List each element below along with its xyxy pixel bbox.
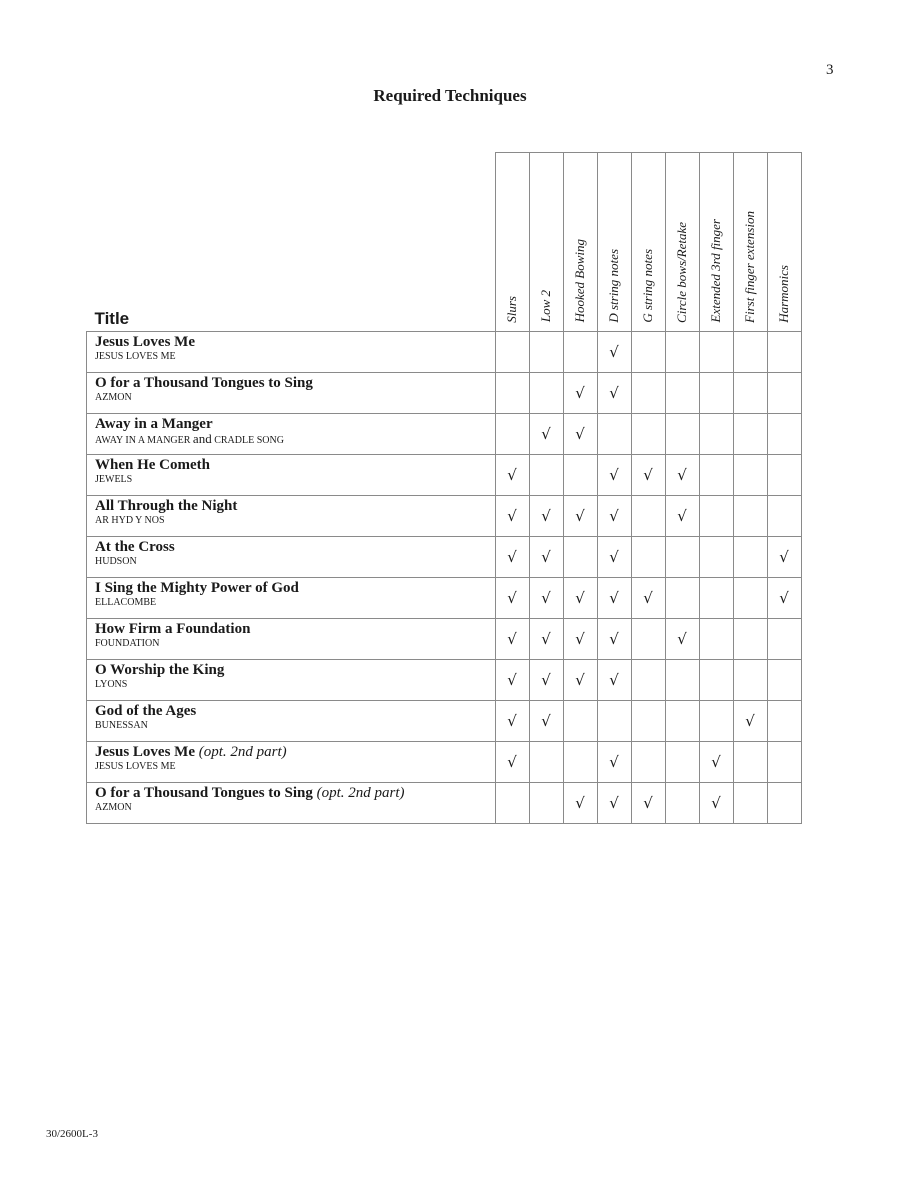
check-mark-icon: √: [609, 670, 619, 689]
technique-cell: [699, 331, 733, 372]
technique-header: [631, 153, 665, 332]
check-mark-icon: √: [507, 752, 517, 771]
tune-name: BUNESSAN: [95, 719, 148, 731]
techniques-table: [86, 152, 802, 824]
tune-name: HUDSON: [95, 555, 137, 567]
tune-name-line: [95, 638, 495, 650]
technique-cell: [665, 700, 699, 741]
technique-cell: [699, 659, 733, 700]
technique-header-label: D string notes: [606, 248, 621, 323]
check-mark-icon: √: [609, 506, 619, 525]
table-row: [87, 577, 802, 618]
tune-name: JESUS LOVES ME: [95, 350, 176, 362]
tune-name-line: [95, 392, 495, 404]
technique-header: [699, 153, 733, 332]
tune-name-2: CRADLE SONG: [214, 434, 284, 446]
technique-cell: [597, 372, 631, 413]
check-mark-icon: √: [541, 547, 551, 566]
check-mark-icon: √: [507, 629, 517, 648]
technique-header: [597, 153, 631, 332]
check-mark-icon: √: [643, 588, 653, 607]
technique-cell: [767, 454, 801, 495]
song-cell: [87, 741, 496, 782]
technique-header: [529, 153, 563, 332]
technique-cell: [529, 454, 563, 495]
check-mark-icon: √: [711, 793, 721, 812]
song-title-line: [95, 416, 495, 433]
technique-cell: [597, 577, 631, 618]
technique-cell: [699, 577, 733, 618]
technique-cell: [495, 495, 529, 536]
technique-cell: [597, 741, 631, 782]
song-title-line: [95, 785, 495, 802]
check-mark-icon: √: [507, 670, 517, 689]
tune-name: FOUNDATION: [95, 637, 160, 649]
check-mark-icon: √: [575, 383, 585, 402]
check-mark-icon: √: [541, 629, 551, 648]
technique-cell: [665, 331, 699, 372]
technique-cell: [631, 372, 665, 413]
technique-cell: [767, 372, 801, 413]
technique-cell: [563, 700, 597, 741]
technique-cell: [495, 782, 529, 823]
technique-cell: [665, 495, 699, 536]
technique-cell: [631, 700, 665, 741]
check-mark-icon: √: [575, 506, 585, 525]
check-mark-icon: √: [609, 342, 619, 361]
song-optional-note: (opt. 2nd part): [316, 784, 405, 801]
technique-cell: [529, 618, 563, 659]
check-mark-icon: √: [575, 670, 585, 689]
song-cell: [87, 618, 496, 659]
technique-cell: [529, 413, 563, 454]
tune-name-line: [95, 474, 495, 486]
table-row: [87, 454, 802, 495]
technique-cell: [733, 495, 767, 536]
tune-name-line: [95, 430, 495, 447]
table-row: [87, 495, 802, 536]
technique-cell: [665, 659, 699, 700]
technique-cell: [767, 700, 801, 741]
technique-cell: [495, 454, 529, 495]
technique-cell: [733, 413, 767, 454]
technique-cell: [733, 700, 767, 741]
technique-cell: [597, 413, 631, 454]
table-row: [87, 659, 802, 700]
technique-cell: [597, 536, 631, 577]
check-mark-icon: √: [541, 506, 551, 525]
technique-cell: [563, 577, 597, 618]
technique-cell: [733, 454, 767, 495]
technique-cell: [631, 495, 665, 536]
check-mark-icon: √: [609, 793, 619, 812]
technique-cell: [563, 741, 597, 782]
song-cell: [87, 454, 496, 495]
technique-cell: [563, 659, 597, 700]
tune-name-line: [95, 515, 495, 527]
technique-cell: [563, 372, 597, 413]
check-mark-icon: √: [779, 588, 789, 607]
song-title: O Worship the King: [95, 661, 225, 678]
tune-name: JESUS LOVES ME: [95, 760, 176, 772]
technique-cell: [529, 331, 563, 372]
check-mark-icon: √: [677, 629, 687, 648]
technique-cell: [733, 331, 767, 372]
song-title: Jesus Loves Me: [95, 333, 195, 350]
song-title: When He Cometh: [95, 456, 210, 473]
technique-cell: [597, 659, 631, 700]
technique-cell: [495, 700, 529, 741]
song-title-line: [95, 580, 495, 597]
technique-cell: [699, 372, 733, 413]
technique-header-label: Harmonics: [776, 264, 791, 323]
song-cell: [87, 659, 496, 700]
check-mark-icon: √: [745, 711, 755, 730]
song-cell: [87, 331, 496, 372]
check-mark-icon: √: [609, 383, 619, 402]
technique-header-label: G string notes: [640, 248, 655, 323]
technique-cell: [495, 659, 529, 700]
technique-cell: [733, 536, 767, 577]
technique-cell: [529, 495, 563, 536]
check-mark-icon: √: [541, 588, 551, 607]
song-title: God of the Ages: [95, 702, 197, 719]
technique-cell: [699, 741, 733, 782]
check-mark-icon: √: [541, 711, 551, 730]
song-title-line: [95, 539, 495, 556]
tune-name-line: [95, 802, 495, 814]
table-row: [87, 331, 802, 372]
check-mark-icon: √: [711, 752, 721, 771]
technique-header-label: Slurs: [504, 295, 519, 323]
song-optional-note: (opt. 2nd part): [198, 743, 287, 760]
technique-cell: [699, 495, 733, 536]
check-mark-icon: √: [677, 465, 687, 484]
technique-cell: [495, 577, 529, 618]
technique-cell: [529, 700, 563, 741]
technique-header: [563, 153, 597, 332]
table-row: [87, 741, 802, 782]
technique-cell: [767, 782, 801, 823]
song-title-line: [95, 334, 495, 351]
song-title: At the Cross: [95, 538, 175, 555]
check-mark-icon: √: [609, 465, 619, 484]
song-title: O for a Thousand Tongues to Sing: [95, 374, 313, 391]
song-cell: [87, 700, 496, 741]
check-mark-icon: √: [541, 670, 551, 689]
technique-header-label: Circle bows/Retake: [674, 221, 689, 323]
technique-cell: [665, 741, 699, 782]
tune-name: AR HYD Y NOS: [95, 514, 165, 526]
technique-cell: [563, 331, 597, 372]
technique-cell: [563, 454, 597, 495]
technique-header-label: Low 2: [538, 290, 553, 323]
technique-cell: [631, 618, 665, 659]
technique-cell: [665, 577, 699, 618]
check-mark-icon: √: [609, 547, 619, 566]
technique-cell: [631, 454, 665, 495]
technique-cell: [767, 618, 801, 659]
tune-name: JEWELS: [95, 473, 133, 485]
table-row: [87, 536, 802, 577]
technique-cell: [767, 413, 801, 454]
technique-cell: [631, 782, 665, 823]
tune-name-line: [95, 556, 495, 568]
tune-name-line: [95, 720, 495, 732]
technique-header: [495, 153, 529, 332]
technique-cell: [495, 413, 529, 454]
technique-cell: [631, 413, 665, 454]
song-cell: [87, 577, 496, 618]
song-cell: [87, 372, 496, 413]
technique-cell: [529, 741, 563, 782]
technique-cell: [665, 372, 699, 413]
technique-cell: [529, 577, 563, 618]
song-title-line: [95, 375, 495, 392]
check-mark-icon: √: [575, 793, 585, 812]
technique-cell: [597, 700, 631, 741]
technique-cell: [529, 372, 563, 413]
table-header-row: [87, 153, 802, 332]
song-title-line: [95, 703, 495, 720]
technique-cell: [597, 454, 631, 495]
technique-cell: [631, 331, 665, 372]
table-row: [87, 372, 802, 413]
technique-cell: [699, 782, 733, 823]
song-title: All Through the Night: [95, 497, 238, 514]
table-row: [87, 413, 802, 454]
tune-name-line: [95, 351, 495, 363]
technique-cell: [665, 782, 699, 823]
technique-cell: [767, 577, 801, 618]
check-mark-icon: √: [609, 629, 619, 648]
technique-header: [665, 153, 699, 332]
title-column-header: Title: [87, 153, 496, 332]
technique-cell: [665, 413, 699, 454]
technique-header-label: First finger extension: [742, 210, 757, 323]
technique-cell: [733, 577, 767, 618]
song-cell: [87, 782, 496, 823]
page-title: Required Techniques: [373, 86, 527, 105]
tune-name: AWAY IN A MANGER: [95, 434, 191, 446]
check-mark-icon: √: [507, 465, 517, 484]
song-title-line: [95, 621, 495, 638]
song-cell: [87, 413, 496, 454]
check-mark-icon: √: [507, 506, 517, 525]
technique-cell: [597, 782, 631, 823]
song-title: I Sing the Mighty Power of God: [95, 579, 299, 596]
check-mark-icon: √: [677, 506, 687, 525]
technique-cell: [699, 413, 733, 454]
technique-header: [733, 153, 767, 332]
table-row: [87, 618, 802, 659]
technique-cell: [699, 700, 733, 741]
check-mark-icon: √: [507, 711, 517, 730]
technique-cell: [529, 782, 563, 823]
technique-cell: [495, 618, 529, 659]
technique-cell: [597, 495, 631, 536]
technique-cell: [665, 536, 699, 577]
technique-cell: [733, 372, 767, 413]
technique-cell: [563, 536, 597, 577]
technique-cell: [495, 331, 529, 372]
technique-cell: [767, 741, 801, 782]
song-title-line: [95, 498, 495, 515]
technique-cell: [631, 536, 665, 577]
technique-cell: [631, 741, 665, 782]
check-mark-icon: √: [609, 752, 619, 771]
technique-cell: [563, 495, 597, 536]
tune-name-line: [95, 679, 495, 691]
technique-cell: [631, 577, 665, 618]
tune-name: LYONS: [95, 678, 128, 690]
tune-name: AZMON: [95, 801, 132, 813]
check-mark-icon: √: [507, 547, 517, 566]
technique-cell: [563, 413, 597, 454]
technique-cell: [631, 659, 665, 700]
technique-cell: [597, 618, 631, 659]
technique-cell: [495, 372, 529, 413]
check-mark-icon: √: [575, 588, 585, 607]
tune-name-line: [95, 597, 495, 609]
technique-cell: [699, 618, 733, 659]
technique-cell: [665, 454, 699, 495]
technique-header: [767, 153, 801, 332]
check-mark-icon: √: [643, 465, 653, 484]
technique-header-label: Extended 3rd finger: [708, 219, 723, 323]
song-title: Jesus Loves Me: [95, 743, 195, 760]
technique-cell: [733, 659, 767, 700]
check-mark-icon: √: [643, 793, 653, 812]
table-row: [87, 700, 802, 741]
technique-cell: [563, 618, 597, 659]
tune-name-line: [95, 761, 495, 773]
tune-name: ELLACOMBE: [95, 596, 157, 608]
check-mark-icon: √: [575, 629, 585, 648]
technique-cell: [699, 454, 733, 495]
song-cell: [87, 495, 496, 536]
technique-cell: [733, 782, 767, 823]
technique-cell: [767, 331, 801, 372]
technique-cell: [495, 536, 529, 577]
song-cell: [87, 536, 496, 577]
technique-header-label: Hooked Bowing: [572, 239, 587, 323]
tune-conjunction: and: [192, 430, 212, 446]
technique-cell: [529, 659, 563, 700]
technique-cell: [563, 782, 597, 823]
song-title: Away in a Manger: [95, 415, 213, 432]
technique-cell: [597, 331, 631, 372]
song-title: O for a Thousand Tongues to Sing: [95, 784, 313, 801]
song-title: How Firm a Foundation: [95, 620, 251, 637]
song-title-line: [95, 662, 495, 679]
technique-cell: [733, 618, 767, 659]
technique-cell: [529, 536, 563, 577]
check-mark-icon: √: [609, 588, 619, 607]
check-mark-icon: √: [507, 588, 517, 607]
footer-code: 30/2600L-3: [46, 1128, 98, 1140]
technique-cell: [699, 536, 733, 577]
technique-cell: [665, 618, 699, 659]
song-title-line: [95, 457, 495, 474]
page-number: 3: [826, 62, 834, 78]
check-mark-icon: √: [779, 547, 789, 566]
technique-cell: [767, 659, 801, 700]
technique-cell: [733, 741, 767, 782]
technique-cell: [767, 495, 801, 536]
check-mark-icon: √: [541, 424, 551, 443]
tune-name: AZMON: [95, 391, 132, 403]
song-title-line: [95, 744, 495, 761]
table-row: [87, 782, 802, 823]
check-mark-icon: √: [575, 424, 585, 443]
technique-cell: [767, 536, 801, 577]
technique-cell: [495, 741, 529, 782]
